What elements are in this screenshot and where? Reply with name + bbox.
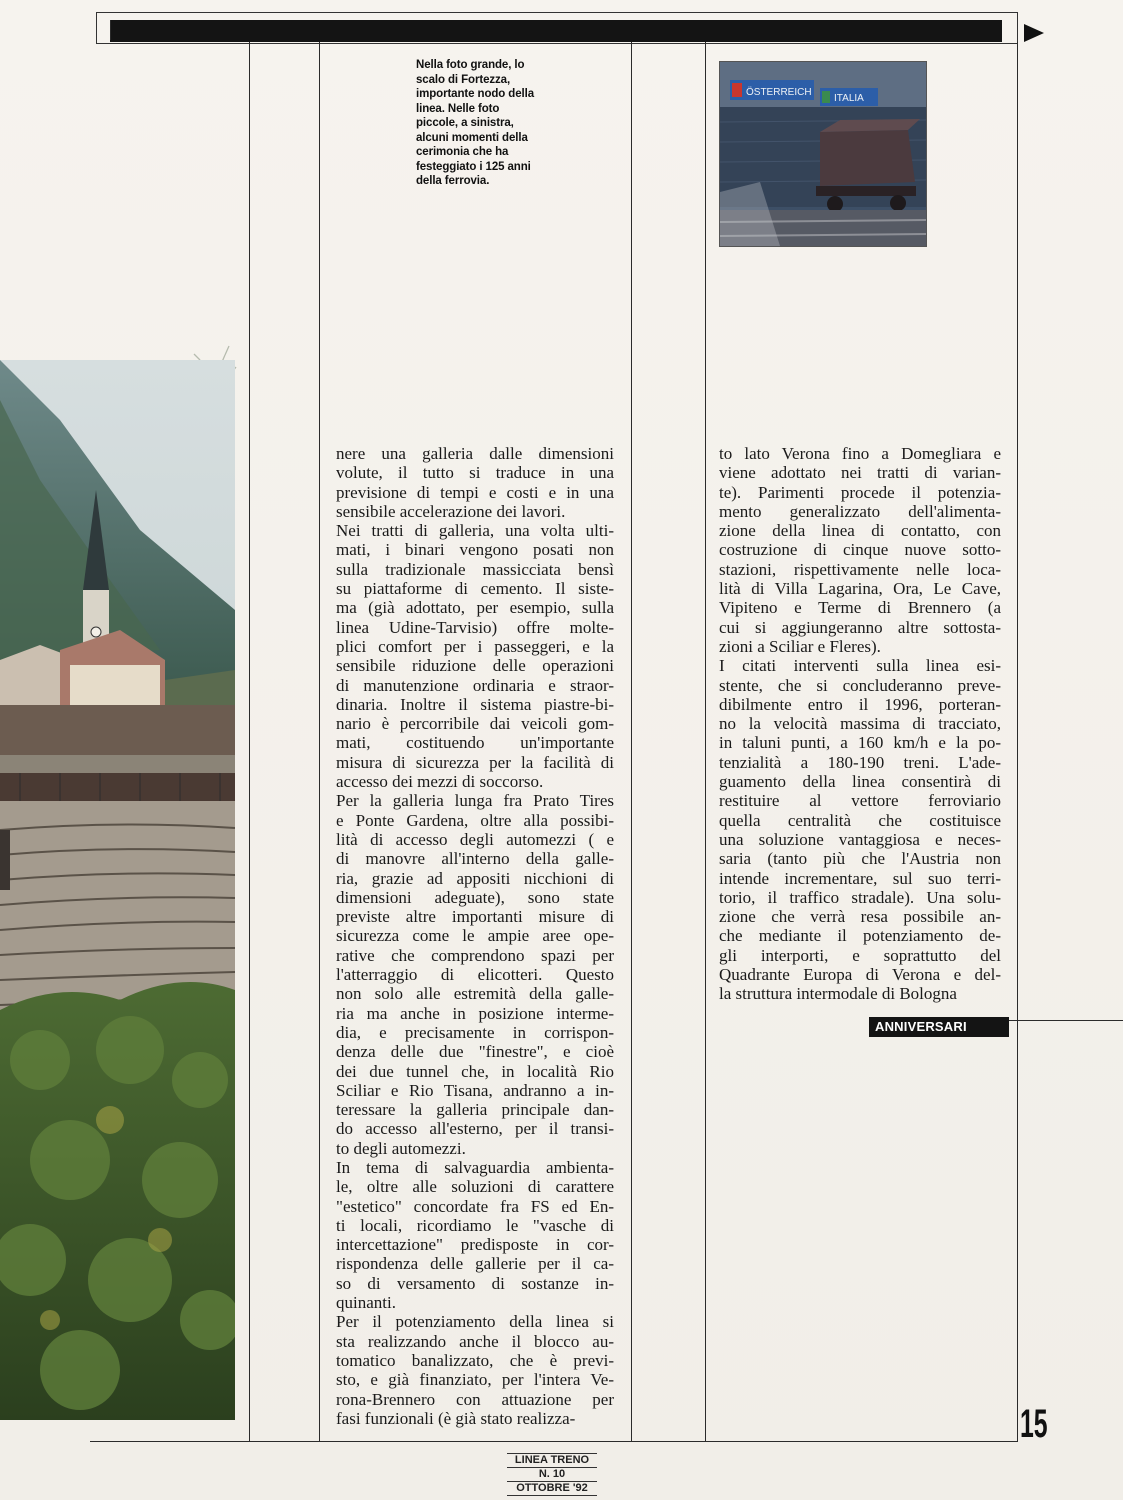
text-line: rispondenza delle gallerie per il ca- <box>336 1254 614 1274</box>
text-line: teressare la galleria principale dan- <box>336 1100 614 1120</box>
text-line: nario è percorribile dai veicoli gom- <box>336 714 614 734</box>
text-line: Sciliar e Rio Tisana, andranno a in- <box>336 1080 614 1100</box>
text-line: plici comfort per i passeggeri, e la <box>336 636 614 656</box>
text-line: Nei tratti di galleria, una volta ulti- <box>336 521 614 541</box>
text-line: guamento della linea consentirà di <box>719 772 1001 792</box>
next-arrow-icon <box>1024 24 1044 42</box>
column-rule <box>319 42 320 1442</box>
text-line: dei due tunnel che, in località Rio <box>336 1061 614 1081</box>
text-line: viene adottato nei tratti di varian- <box>719 463 1001 483</box>
text-line: previste altre importanti misure di <box>336 907 614 927</box>
text-line: misura di sicurezza per la facilità di <box>336 752 614 772</box>
text-line: linea Udine-Tarvisio) offre molte- <box>336 617 614 637</box>
text-line: costruzione di cinque nuove sotto- <box>719 540 1001 560</box>
text-line: in taluni punti, a 160 km/h e la po- <box>719 733 1001 753</box>
text-line: In tema di salvaguardia ambienta- <box>336 1157 614 1177</box>
text-line: to lato Verona fino a Domegliara e <box>719 444 1001 463</box>
magazine-footer <box>507 1453 597 1496</box>
text-line: cui si aggiungeranno altre sottosta- <box>719 617 1001 637</box>
text-line: quella centralità che costituisce <box>719 810 1001 830</box>
text-line: quinanti. <box>336 1293 396 1313</box>
caption-line: della ferrovia. <box>416 175 490 187</box>
caption-line: festeggiato i 125 anni <box>416 160 531 173</box>
column-rule <box>110 20 111 40</box>
caption-line: cerimonia che ha <box>416 146 509 158</box>
sign-italy: ITALIA <box>834 93 864 104</box>
text-line: intende incrementare, sul suo terri- <box>719 868 1001 888</box>
text-line: previsione di tempi e costi e in una <box>336 482 614 502</box>
text-line: sulla tradizionale massicciata bensì <box>336 559 614 579</box>
photo-caption <box>416 58 546 189</box>
text-line: so di versamento di sostanze in- <box>336 1273 614 1293</box>
text-line: "estetico" concordate fra FS ed En- <box>336 1196 614 1216</box>
text-line: no la velocità massima di tracciato, <box>719 714 1001 734</box>
bottom-rule <box>90 1441 1017 1442</box>
text-line: to degli automezzi. <box>336 1138 466 1158</box>
caption-line: importante nodo della <box>416 88 535 100</box>
text-line: volute, il tutto si traduce in una <box>336 463 614 483</box>
text-line: fasi funzionali (è già stato realizza- <box>336 1408 576 1428</box>
text-line: dibilmente entro il 1996, porteran- <box>719 694 1001 714</box>
text-line: sensibile riduzione delle operazioni <box>336 656 614 676</box>
text-line: che mediante il potenziamento de- <box>719 926 1001 946</box>
text-line: do accesso all'esterno, per il transi- <box>336 1119 614 1139</box>
text-line: ria ma anche in posizione interme- <box>336 1003 614 1023</box>
text-line: stazioni, rispettivamente nelle loca- <box>719 559 1001 579</box>
text-line: e Ponte Gardena, oltre alla possibi- <box>336 810 614 830</box>
text-line: torio, il traffico stradale). Una solu- <box>719 887 1001 907</box>
text-line: zioni a Sciliar e Fleres). <box>719 636 881 656</box>
text-line: sto, e già finanziato, per l'intera Ve- <box>336 1370 614 1390</box>
text-line: rona-Brennero con attuazione per <box>336 1389 614 1409</box>
text-line: accesso dei mezzi di soccorso. <box>336 772 544 792</box>
header-bar <box>110 20 1002 42</box>
caption-line: piccole, a sinistra, <box>416 117 514 129</box>
text-line: dimensioni adeguate), sono state <box>336 887 614 907</box>
text-line: te). Parimenti procede il potenzia- <box>719 482 1001 502</box>
footer-issue: N. 10 <box>507 1468 597 1482</box>
text-line: intercettazione" predisposte in cor- <box>336 1235 614 1255</box>
section-rule <box>1009 1020 1123 1021</box>
text-line: Quadrante Europa di Verona e del- <box>719 965 1001 985</box>
text-line: Per la galleria lunga fra Prato Tires <box>336 791 614 811</box>
text-line: zione che verrà resa possibile an- <box>719 907 1001 927</box>
text-line: non solo alle estremità della galle- <box>336 984 614 1004</box>
caption-line: Nella foto grande, lo <box>416 59 525 71</box>
text-line: denza delle due "finestre", e cioè <box>336 1042 614 1062</box>
border-crossing-photo <box>719 61 927 247</box>
text-line: nere una galleria dalle dimensioni <box>336 444 614 463</box>
text-line: di manutenzione ordinaria e straor- <box>336 675 614 695</box>
text-line: dinaria. Inoltre il sistema piastre-bi- <box>336 694 614 714</box>
text-line: Vipiteno e Terme di Brennero (a <box>719 598 1001 618</box>
text-line: stente, che si concluderanno preve- <box>719 675 1001 695</box>
text-line: sicurezza come le ampie aree ope- <box>336 926 614 946</box>
sign-austria: ÖSTERREICH <box>746 87 812 98</box>
text-line: la struttura intermodale di Bologna <box>719 984 957 1004</box>
caption-line: alcuni momenti della <box>416 131 528 144</box>
text-line: una soluzione vantaggiosa e neces- <box>719 829 1001 849</box>
text-line: I citati interventi sulla linea esi- <box>719 656 1001 676</box>
text-line: mento generalizzato dell'alimenta- <box>719 501 1001 521</box>
text-line: mati, i binari vengono posati non <box>336 540 614 560</box>
footer-magazine: LINEA TRENO <box>507 1453 597 1468</box>
text-line: ti locali, ricordiamo le "vasche di <box>336 1215 614 1235</box>
column-rule <box>705 42 706 1442</box>
text-line: Per il potenziamento della linea si <box>336 1312 614 1332</box>
text-line: mati, costituendo un'importante <box>336 733 614 753</box>
body-column-middle <box>336 444 614 1428</box>
column-rule <box>249 42 250 1442</box>
body-column-right <box>719 444 1001 1004</box>
text-line: lità di accesso degli automezzi ( e <box>336 829 614 849</box>
text-line: l'atterraggio di elicotteri. Questo <box>336 965 614 985</box>
footer-date: OTTOBRE '92 <box>507 1482 597 1496</box>
text-line: gli interporti, e soprattutto del <box>719 945 1001 965</box>
text-line: ma (già adottato, per esempio, sulla <box>336 598 614 618</box>
text-line: tomatico banalizzato, che è previ- <box>336 1350 614 1370</box>
page-number: 15 <box>1020 1402 1048 1446</box>
text-line: tenzialità a 180-190 treni. L'ade- <box>719 752 1001 772</box>
text-line: dia, e precisamente in corrispon- <box>336 1022 614 1042</box>
text-line: di manovre all'interno della galle- <box>336 849 614 869</box>
column-rule <box>631 42 632 1442</box>
text-line: sta realizzando anche il blocco au- <box>336 1331 614 1351</box>
text-line: rative che comprendono spazi per <box>336 945 614 965</box>
section-tag: ANNIVERSARI <box>869 1017 1009 1037</box>
text-line: restituire al vettore ferroviario <box>719 791 1001 811</box>
landscape-photo <box>0 360 235 1420</box>
column-rule <box>1017 42 1018 1442</box>
text-line: le, oltre alle soluzioni di carattere <box>336 1177 614 1197</box>
caption-line: scalo di Fortezza, <box>416 73 511 86</box>
text-line: su piattaforme di cemento. Il siste- <box>336 579 614 599</box>
text-line: sensibile accelerazione dei lavori. <box>336 501 566 521</box>
text-line: zione della linea di contatto, con <box>719 521 1001 541</box>
text-line: lità di Villa Lagarina, Ora, Le Cave, <box>719 579 1001 599</box>
caption-line: linea. Nelle foto <box>416 102 500 115</box>
text-line: saria (tanto più che l'Austria non <box>719 849 1001 869</box>
text-line: ria, grazie ad appositi nicchioni di <box>336 868 614 888</box>
